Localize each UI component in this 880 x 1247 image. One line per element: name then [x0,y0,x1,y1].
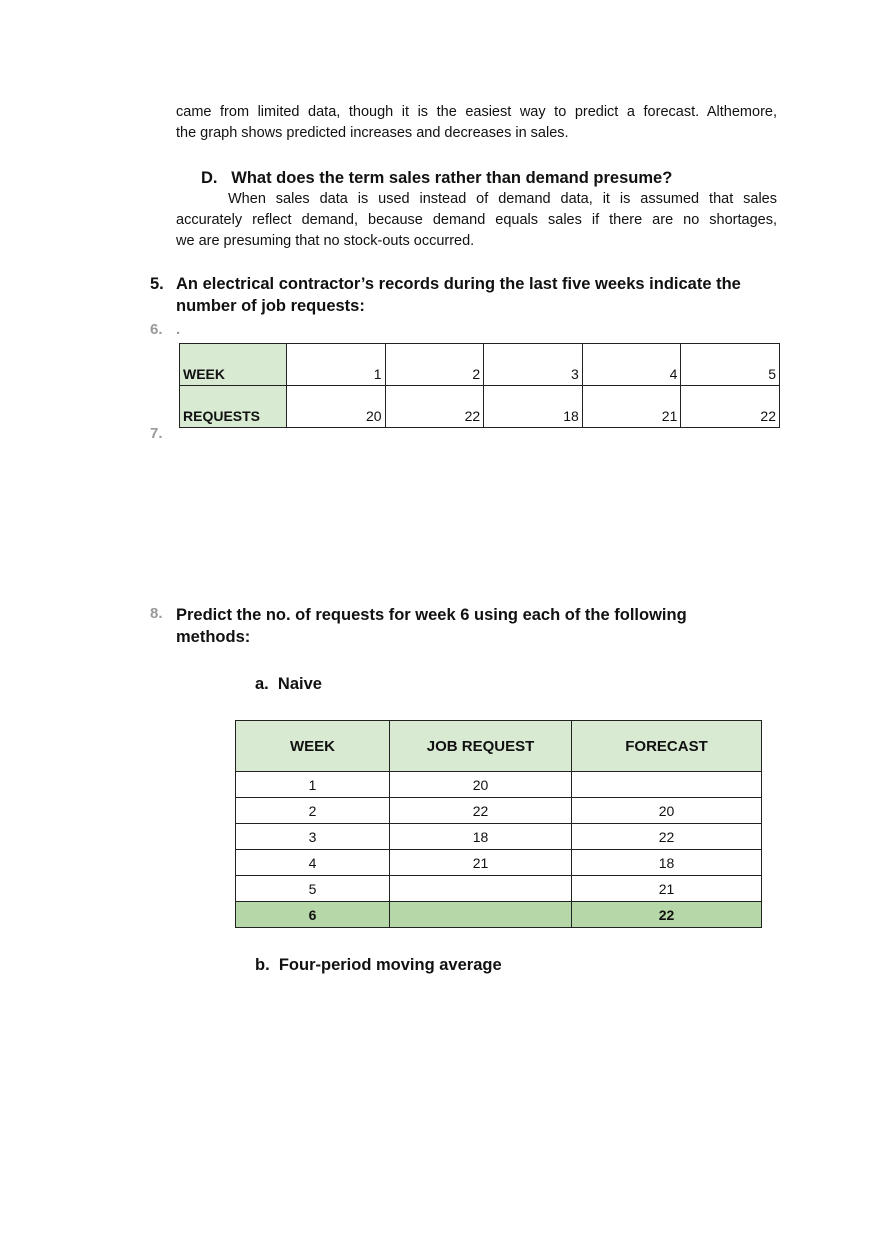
week-cell: 1 [236,772,390,798]
week-cell: 2 [236,798,390,824]
table-row [236,772,762,798]
intro-line-2: the graph shows predicted increases and decreases in sales. [176,125,569,141]
forecast-cell: 22 [572,824,762,850]
header-week: WEEK [236,721,390,772]
table-row [236,798,762,824]
header-forecast: FORECAST [572,721,762,772]
job-request-cell [390,902,572,928]
requests-cell: 21 [582,386,681,428]
week-cell: 4 [582,344,681,386]
section-d-line-2: accurately reflect demand, because demand equals sales if there are no shortages, [176,212,777,228]
header-job-request: JOB REQUEST [390,721,572,772]
q8-line-2: methods: [176,628,251,646]
job-request-cell: 21 [390,850,572,876]
week-cell: 2 [385,344,484,386]
week-cell: 3 [484,344,583,386]
week-cell: 4 [236,850,390,876]
week-cell: 1 [287,344,386,386]
requests-table [179,343,780,428]
week-cell: 6 [236,902,390,928]
header-row [236,721,762,772]
week-row [180,344,780,386]
intro-line-1: came from limited data, though it is the easiest way to predict a forecast. Althemore, [176,104,777,120]
forecast-cell: 22 [572,902,762,928]
job-request-cell: 18 [390,824,572,850]
q6-number: 6. [150,321,163,338]
forecast-cell: 21 [572,876,762,902]
forecast-result-row [236,902,762,928]
section-d-heading: D. What does the term sales rather than demand presume? [201,169,673,187]
forecast-cell: 20 [572,798,762,824]
q5-line-1: An electrical contractor’s records during the last five weeks indicate the [176,275,741,293]
week-cell: 3 [236,824,390,850]
part-b-label: b. Four-period moving average [255,956,502,974]
section-d-line-1: When sales data is used instead of demand data, it is assumed that sales [228,191,777,207]
week-label: WEEK [180,344,287,386]
week-cell: 5 [236,876,390,902]
table-row [236,850,762,876]
q7-number: 7. [150,425,163,442]
job-request-cell [390,876,572,902]
q8-line-1: Predict the no. of requests for week 6 using each of the following [176,606,687,624]
forecast-cell: 18 [572,850,762,876]
q5-number: 5. [150,275,164,293]
requests-cell: 20 [287,386,386,428]
section-d-line-3: we are presuming that no stock-outs occurred. [176,233,475,249]
job-request-cell: 20 [390,772,572,798]
q5-line-2: number of job requests: [176,297,365,315]
q8-number: 8. [150,605,163,622]
requests-label: REQUESTS [180,386,287,428]
forecast-cell [572,772,762,798]
week-cell: 5 [681,344,780,386]
requests-cell: 22 [385,386,484,428]
requests-cell: 18 [484,386,583,428]
requests-row [180,386,780,428]
q6-text: . [176,321,181,338]
table-row [236,876,762,902]
job-request-cell: 22 [390,798,572,824]
table-row [236,824,762,850]
requests-cell: 22 [681,386,780,428]
naive-forecast-table [235,720,762,928]
part-a-label: a. Naive [255,675,322,693]
